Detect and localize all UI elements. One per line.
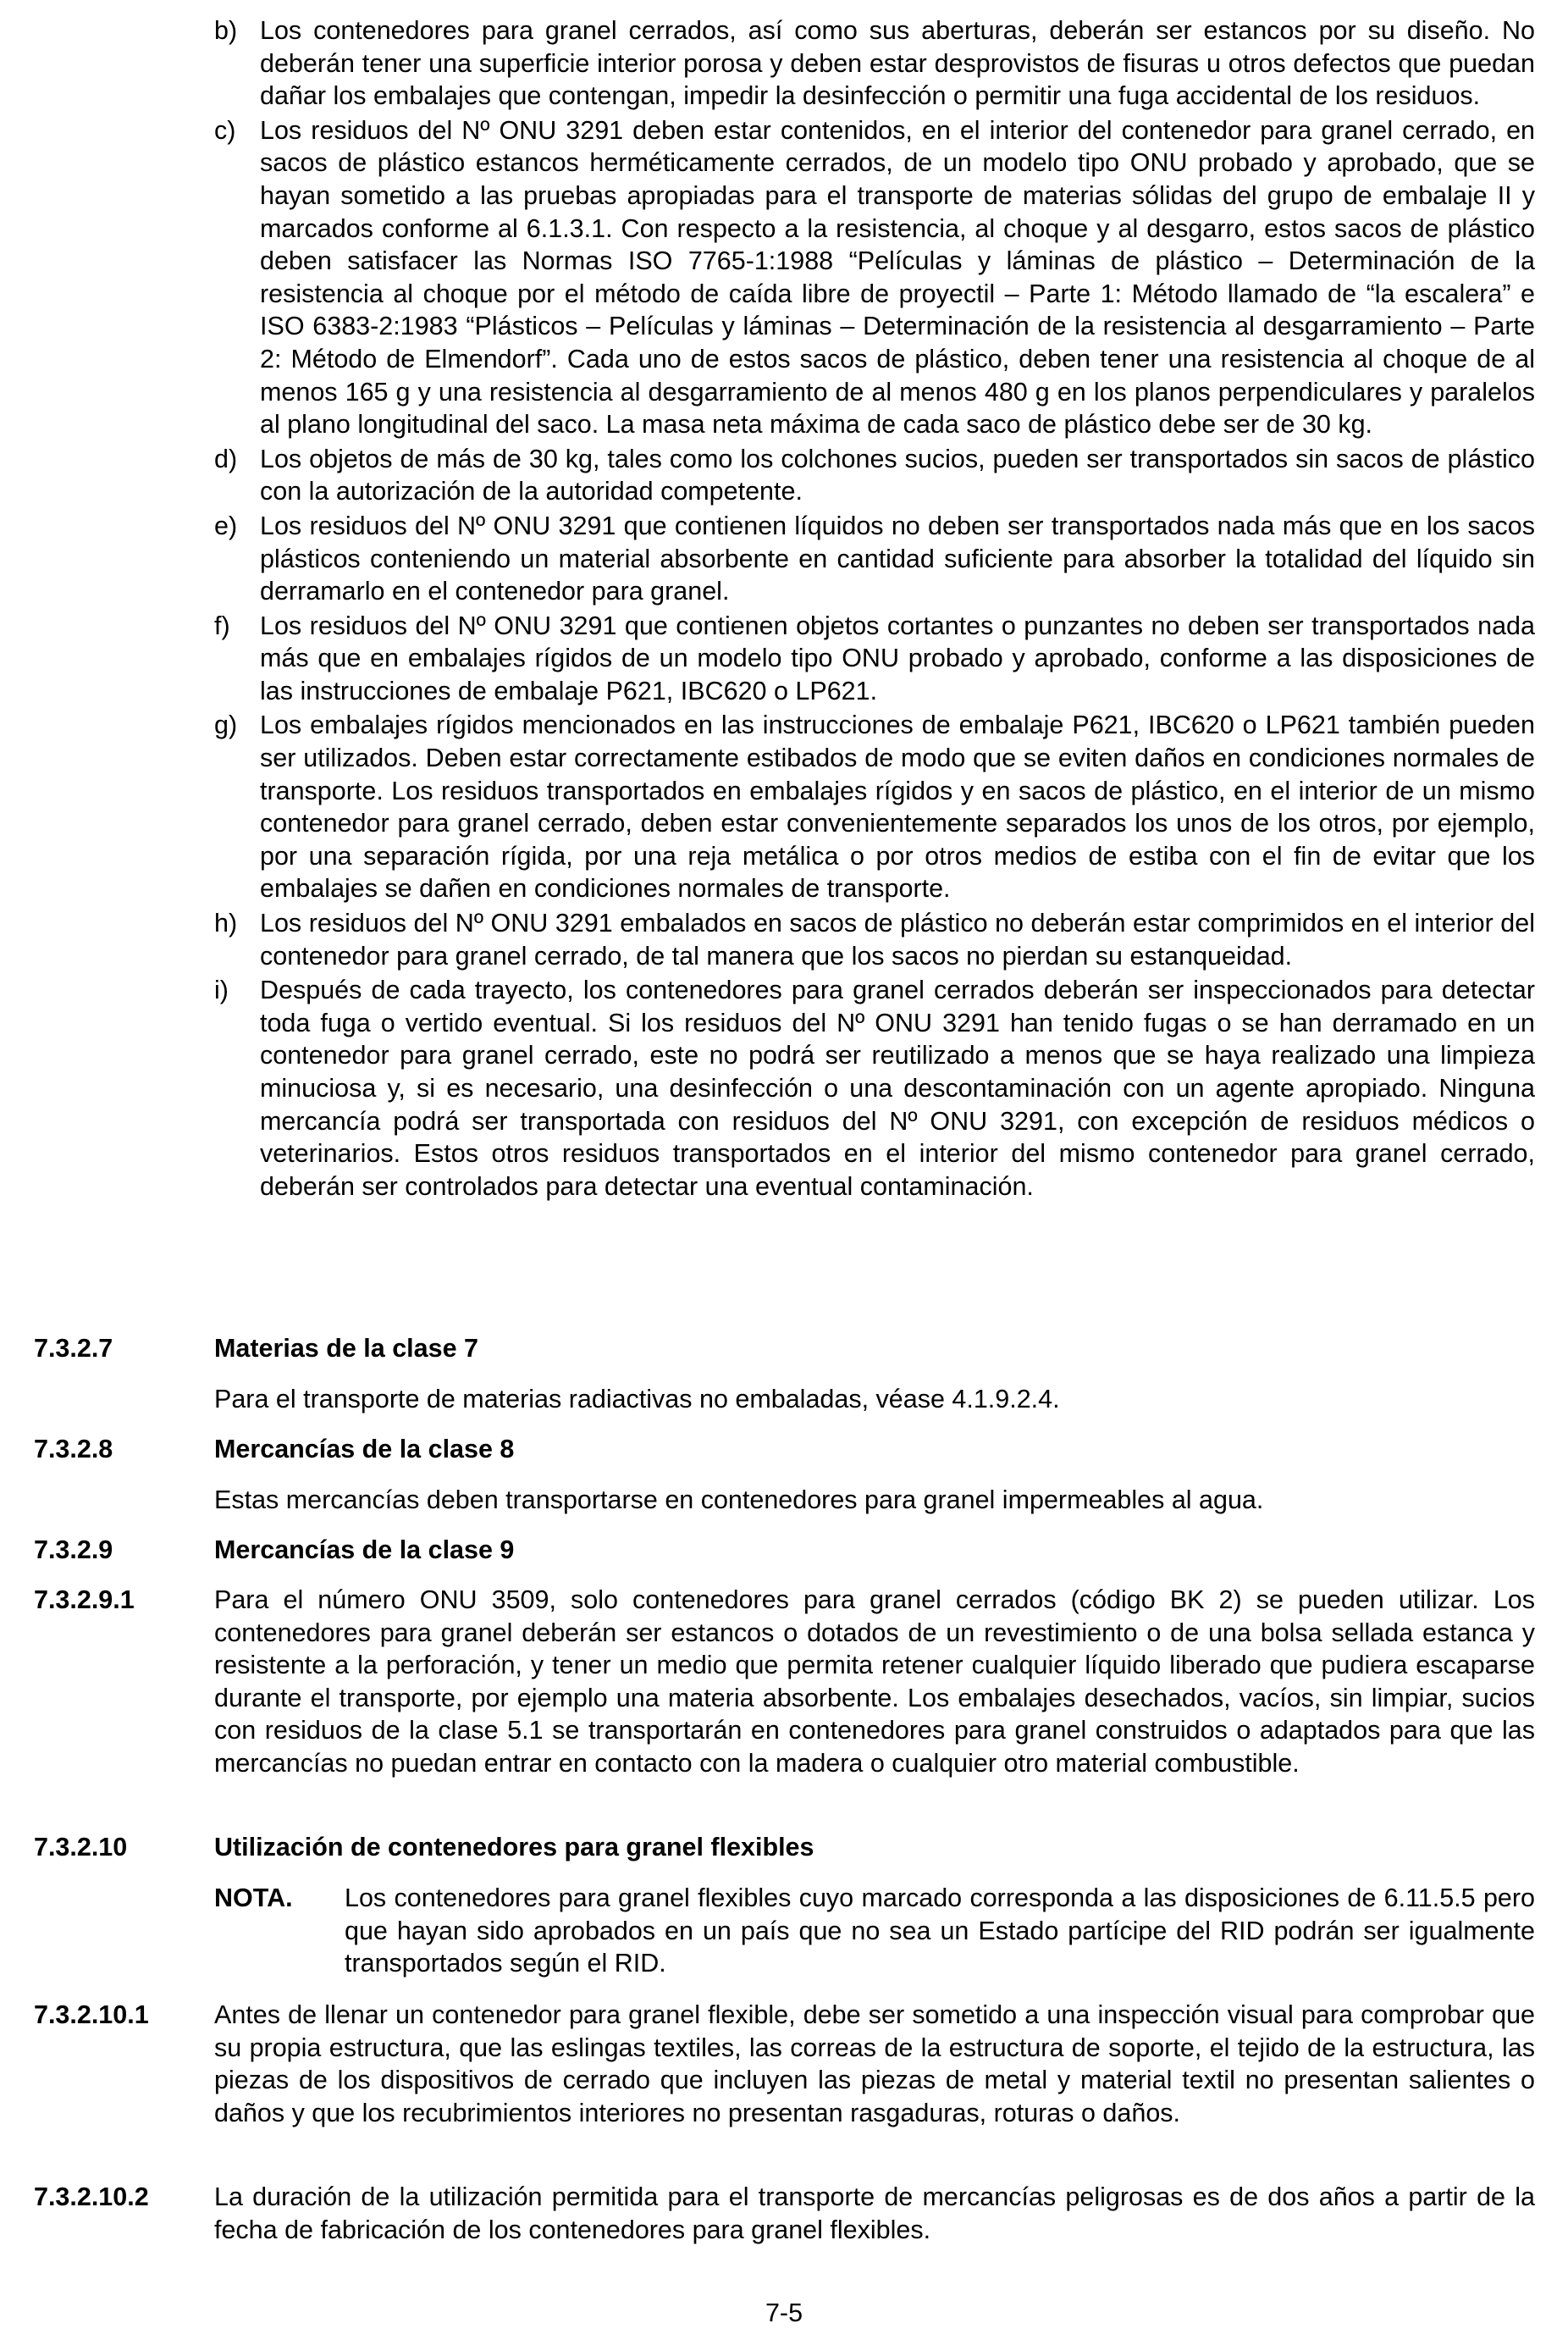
section-title: Utilización de contenedores para granel flexibles [214,1833,814,1861]
section-number: 7.3.2.8 [34,1435,113,1463]
list-item-letter: e) [214,511,238,540]
list-item [214,114,1535,441]
list-item [214,443,1535,508]
list-item-text: Los residuos del Nº ONU 3291 embalados en sacos de plástico no deberán estar comprimidos en el interior del contenedor para granel cerrado, de tal manera que los sacos no pierdan su estanqueidad. [260,909,1535,971]
list-item [214,907,1535,972]
section-paragraph: Estas mercancías deben transportarse en contenedores para granel impermeables al agua. [214,1485,1264,1514]
list-item-letter: d) [214,444,238,473]
lettered-list [214,14,1535,1204]
section-paragraph: Antes de llenar un contenedor para granel flexible, debe ser sometido a una inspección visual para comprobar que su propia estructura, que las eslingas textiles, las correas de la estructura de soporte, el tejido de la estructura, las piezas de los dispositivos de cerrado que incluyen las piezas de metal y material textil no presentan salientes o daños y que los recubrimientos interiores no presentan rasgaduras, roturas o daños. [214,2000,1535,2127]
list-item [214,709,1535,905]
list-item-text: Los residuos del Nº ONU 3291 que contienen líquidos no deben ser transportados nada más que en los sacos plásticos conteniendo un material absorbente en cantidad suficiente para absorber la totalidad del líquido sin derramarlo en el contenedor para granel. [260,511,1535,606]
note-text: Los contenedores para granel flexibles cuyo marcado corresponda a las disposiciones de 6.11.5.5 pero que hayan sido aprobados en un país que no sea un Estado partícipe del RID podrán ser igualmente transportados según el RID. [345,1884,1535,1978]
section-title: Mercancías de la clase 9 [214,1535,515,1564]
section-number: 7.3.2.10.1 [34,2000,149,2029]
section-paragraph: Para el transporte de materias radiactivas no embaladas, véase 4.1.9.2.4. [214,1385,1060,1413]
list-item-text: Los residuos del Nº ONU 3291 deben estar contenidos, en el interior del contenedor para granel cerrado, en sacos de plástico estancos herméticamente cerrados, de un modelo tipo ONU probado y aprobado, que se hayan sometido a las pruebas apropiadas para el transporte de materias sólidas del grupo de embalaje II y marcados conforme al 6.1.3.1. Con respecto a la resistencia, al choque y al desgarro, estos sacos de plástico deben satisfacer las Normas ISO 7765-1:1988 “Películas y láminas de plástico – Determinación de la resistencia al choque por el método de caída libre de proyectil – Parte 1: Método llamado de “la escalera” e ISO 6383-2:1983 “Plásticos – Películas y láminas – Determinación de la resistencia al desgarramiento – Parte 2: Método de Elmendorf”. Cada uno de estos sacos de plástico, deben tener una resistencia al choque de al menos 165 g y una resistencia al desgarramiento de al menos 480 g en los planos perpendiculares y paralelos al plano longitudinal del saco. La masa neta máxima de cada saco de plástico debe ser de 30 kg. [260,115,1535,440]
note-label: NOTA. [214,1884,293,1912]
list-item-letter: i) [214,976,229,1005]
list-item-letter: c) [214,115,236,145]
section-number: 7.3.2.9 [34,1535,113,1564]
section-paragraph: La duración de la utilización permitida para el transporte de mercancías peligrosas es de dos años a partir de la fecha de fabricación de los contenedores para granel flexibles. [214,2182,1535,2244]
list-item-letter: f) [214,611,230,640]
section-paragraph: Para el número ONU 3509, solo contenedores para granel cerrados (código BK 2) se pueden utilizar. Los contenedores para granel deberán ser estancos o dotados de un revestimiento o de una bolsa sellada estanca y resistente a la perforación, y tener un medio que permita retener cualquier líquido liberado que pudiera escaparse durante el transporte, por ejemplo una materia absorbente. Los embalajes desechados, vacíos, sin limpiar, sucios con residuos de la clase 5.1 se transportarán en contenedores para granel construidos o adaptados para que las mercancías no puedan entrar en contacto con la madera o cualquier otro material combustible. [214,1585,1535,1778]
section-number: 7.3.2.7 [34,1334,113,1363]
section-title: Mercancías de la clase 8 [214,1435,515,1463]
list-item [214,14,1535,113]
list-item-letter: g) [214,711,238,740]
section-number: 7.3.2.10.2 [34,2182,149,2211]
list-item [214,510,1535,608]
list-item [214,974,1535,1203]
section-number: 7.3.2.10 [34,1833,128,1861]
list-item-text: Los objetos de más de 30 kg, tales como los colchones sucios, pueden ser transportados sin sacos de plástico con la autorización de la autoridad competente. [260,444,1535,506]
list-item-letter: h) [214,909,238,938]
list-item-text: Los embalajes rígidos mencionados en las instrucciones de embalaje P621, IBC620 o LP621 también pueden ser utilizados. Deben estar correctamente estibados de modo que se eviten daños en condiciones normales de transporte. Los residuos transportados en embalajes rígidos y en sacos de plástico, en el interior de un mismo contenedor para granel cerrado, deben estar convenientemente separados los unos de los otros, por ejemplo, por una separación rígida, por una reja metálica o por otros medios de estiba con el fin de evitar que los embalajes se dañen en condiciones normales de transporte. [260,711,1535,904]
list-item-letter: b) [214,16,238,45]
list-item-text: Los contenedores para granel cerrados, así como sus aberturas, deberán ser estancos por su diseño. No deberán tener una superficie interior porosa y deben estar desprovistos de fisuras u otros defectos que puedan dañar los embalajes que contengan, impedir la desinfección o permitir una fuga accidental de los residuos. [260,16,1535,111]
page-number: 7-5 [765,2298,803,2327]
list-item [214,610,1535,708]
section-title: Materias de la clase 7 [214,1334,478,1363]
list-item-text: Los residuos del Nº ONU 3291 que contienen objetos cortantes o punzantes no deben ser transportados nada más que en embalajes rígidos de un modelo tipo ONU probado y aprobado, conforme a las disposiciones de las instrucciones de embalaje P621, IBC620 o LP621. [260,611,1535,705]
section-number: 7.3.2.9.1 [34,1585,135,1614]
list-item-text: Después de cada trayecto, los contenedores para granel cerrados deberán ser inspeccionados para detectar toda fuga o vertido eventual. Si los residuos del Nº ONU 3291 han tenido fugas o se han derramado en un contenedor para granel cerrado, este no podrá ser reutilizado a menos que se haya realizado una limpieza minuciosa y, si es necesario, una desinfección o una descontaminación con un agente apropiado. Ninguna mercancía podrá ser transportada con residuos del Nº ONU 3291, con excepción de residuos médicos o veterinarios. Estos otros residuos transportados en el interior del mismo contenedor para granel cerrado, deberán ser controlados para detectar una eventual contaminación. [260,976,1535,1201]
